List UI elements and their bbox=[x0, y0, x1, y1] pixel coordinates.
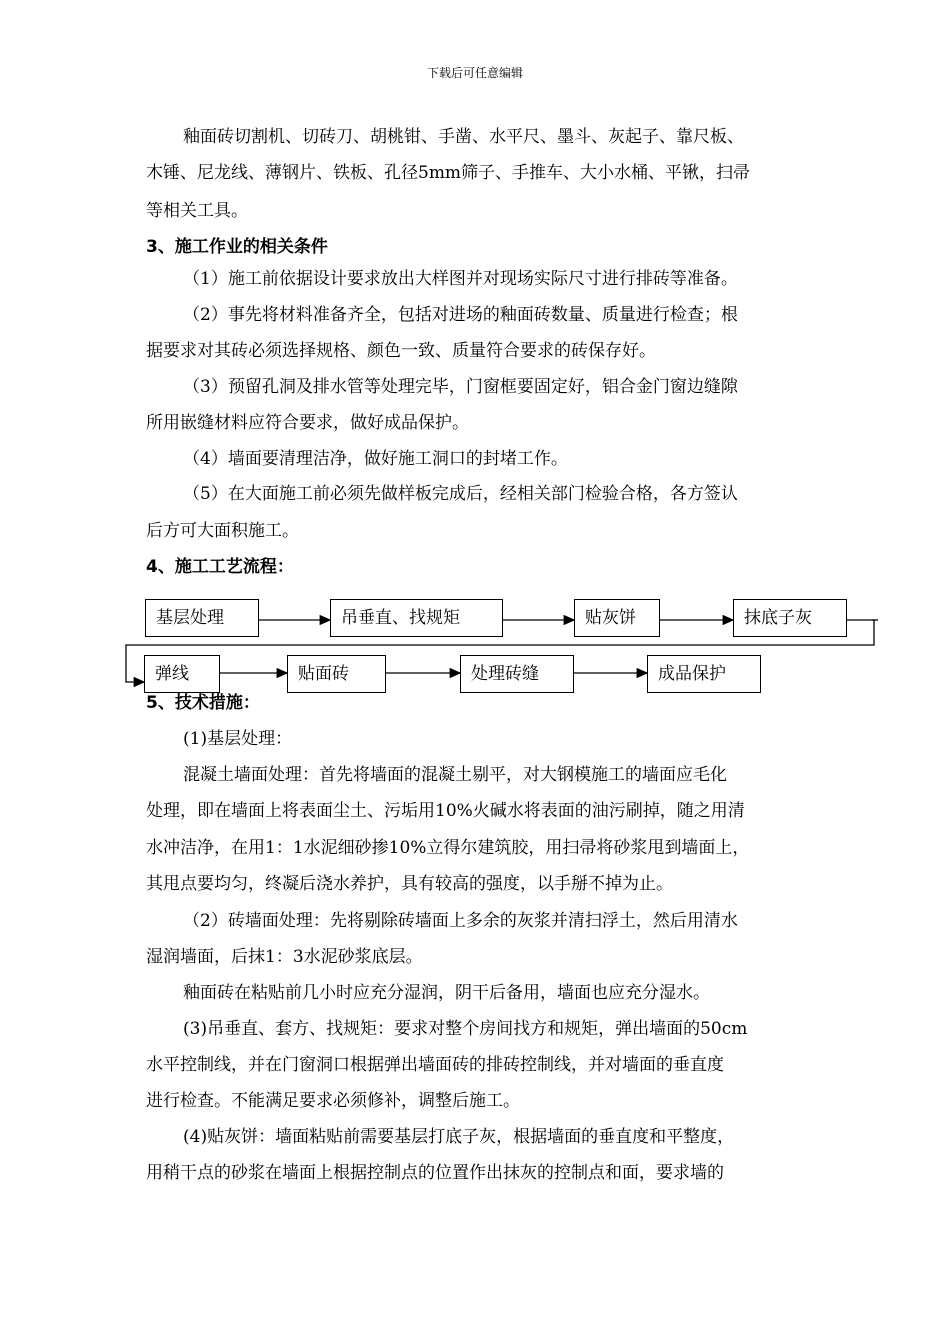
section3-line-2: （2）事先将材料准备齐全，包括对进场的釉面砖数量、质量进行检查；根 bbox=[183, 305, 738, 325]
section5-line-10: 水平控制线，并在门窗洞口根据弹出墙面砖的排砖控制线，并对墙面的垂直度 bbox=[146, 1055, 724, 1075]
section5-line-1: (1)基层处理： bbox=[183, 729, 293, 749]
flow-step-base-plaster: 抹底子灰 bbox=[733, 599, 847, 637]
section3-line-6: （4）墙面要清理洁净，做好施工洞口的封堵工作。 bbox=[183, 449, 568, 469]
section3-line-1: （1）施工前依据设计要求放出大样图并对现场实际尺寸进行排砖等准备。 bbox=[183, 269, 738, 289]
flow-step-plumb-square: 吊垂直、找规矩 bbox=[330, 599, 503, 637]
section3-line-5: 所用嵌缝材料应符合要求，做好成品保护。 bbox=[146, 413, 469, 433]
tools-line-1: 釉面砖切割机、切砖刀、胡桃钳、手凿、水平尺、墨斗、灰起子、靠尺板、 bbox=[183, 127, 744, 147]
section5-title: 5、技术措施： bbox=[146, 693, 260, 713]
section5-line-7: 湿润墙面，后抹1：3水泥砂浆底层。 bbox=[146, 947, 423, 967]
section5-line-3: 处理，即在墙面上将表面尘土、污垢用10%火碱水将表面的油污刷掉，随之用清 bbox=[146, 801, 745, 821]
flow-step-finished-protection: 成品保护 bbox=[647, 655, 761, 693]
section5-line-9: (3)吊垂直、套方、找规矩：要求对整个房间找方和规矩，弹出墙面的50cm bbox=[183, 1019, 748, 1039]
section5-line-8: 釉面砖在粘贴前几小时应充分湿润，阴干后备用，墙面也应充分湿水。 bbox=[183, 983, 710, 1003]
flow-step-snap-line: 弹线 bbox=[144, 655, 220, 693]
section5-line-13: 用稍干点的砂浆在墙面上根据控制点的位置作出抹灰的控制点和面，要求墙的 bbox=[146, 1163, 724, 1183]
section3-line-4: （3）预留孔洞及排水管等处理完毕，门窗框要固定好，铝合金门窗边缝隙 bbox=[183, 377, 738, 397]
flow-step-base-treatment: 基层处理 bbox=[145, 599, 259, 637]
section3-title: 3、施工作业的相关条件 bbox=[146, 237, 328, 257]
section5-line-5: 其甩点要均匀，终凝后浇水养护，具有较高的强度，以手掰不掉为止。 bbox=[146, 874, 673, 894]
section5-line-12: (4)贴灰饼：墙面粘贴前需要基层打底子灰，根据墙面的垂直度和平整度， bbox=[183, 1127, 735, 1147]
flow-step-tile-laying: 贴面砖 bbox=[287, 655, 386, 693]
section5-line-11: 进行检查。不能满足要求必须修补，调整后施工。 bbox=[146, 1091, 520, 1111]
flow-step-ash-cake: 贴灰饼 bbox=[574, 599, 660, 637]
section3-line-7: （5）在大面施工前必须先做样板完成后，经相关部门检验合格，各方签认 bbox=[183, 484, 738, 504]
tools-line-2: 木锤、尼龙线、薄钢片、铁板、孔径5mm筛子、手推车、大小水桶、平锹，扫帚 bbox=[146, 163, 751, 183]
section3-line-3: 据要求对其砖必须选择规格、颜色一致、质量符合要求的砖保存好。 bbox=[146, 341, 656, 361]
flow-step-joint-treatment: 处理砖缝 bbox=[460, 655, 574, 693]
section5-line-4: 水冲洁净，在用1：1水泥细砂掺10%立得尔建筑胶，用扫帚将砂浆甩到墙面上， bbox=[146, 838, 750, 858]
section4-title: 4、施工工艺流程： bbox=[146, 557, 294, 577]
section5-line-2: 混凝土墙面处理：首先将墙面的混凝土剔平，对大钢模施工的墙面应毛化 bbox=[183, 765, 727, 785]
section3-line-8: 后方可大面积施工。 bbox=[146, 521, 299, 541]
section5-line-6: （2）砖墙面处理：先将剔除砖墙面上多余的灰浆并清扫浮土，然后用清水 bbox=[183, 911, 738, 931]
page-header: 下载后可任意编辑 bbox=[426, 66, 523, 80]
tools-line-3: 等相关工具。 bbox=[146, 201, 248, 221]
